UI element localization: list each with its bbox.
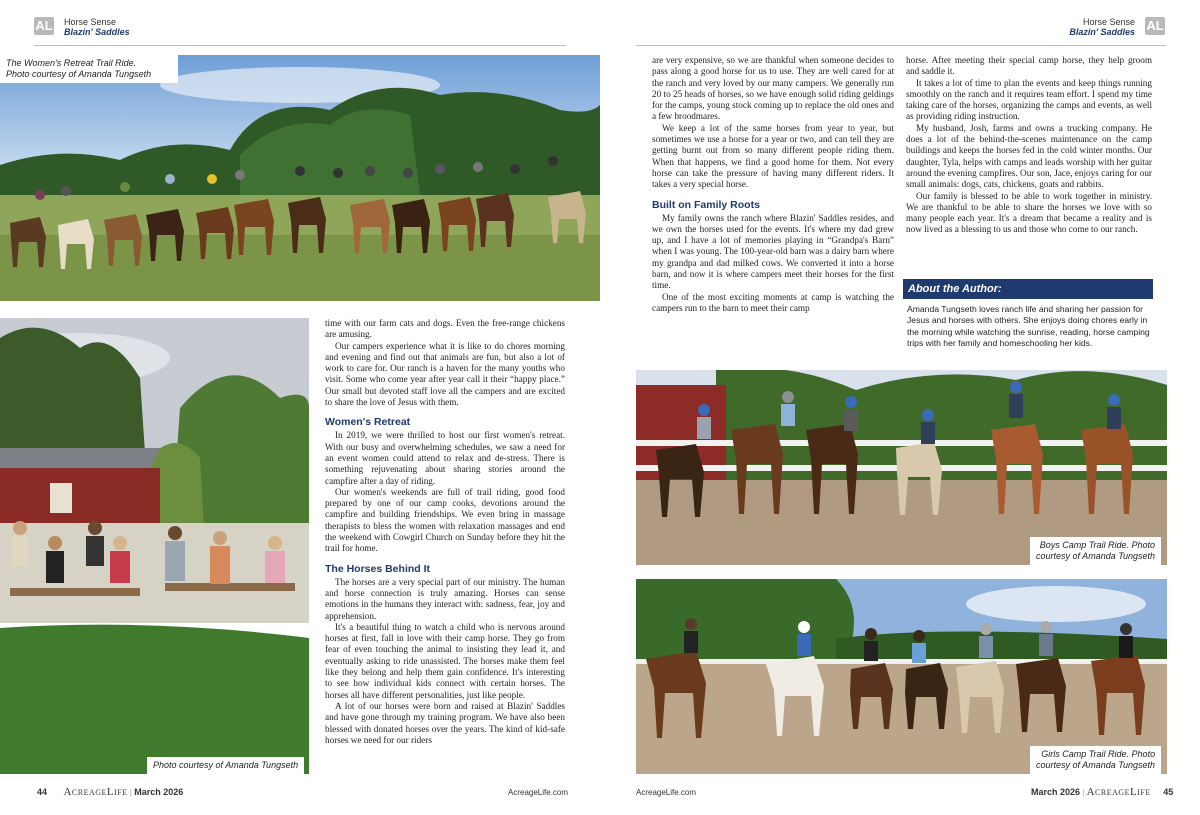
- boys-camp-illustration: [636, 370, 1167, 565]
- paragraph: The horses are a very special part of our ministry. The human and horse connection is truly amazing. Horses can sense emotions in the humans they interact with: sadness, fear, joy and apprehension.: [325, 576, 565, 621]
- campfire-gathering-photo: [0, 318, 309, 774]
- paragraph: Our family is blessed to be able to work together in ministry. We are thankful to be able to share the horses we love with so many people each year. It's a dream that became a reality and is now lived as a blessing to us and those who come to our ranch.: [906, 190, 1152, 235]
- section-header-right: [1069, 17, 1135, 37]
- paragraph: One of the most exciting moments at camp is watching the campers run to the barn to meet their camp: [652, 291, 894, 313]
- paragraph: We keep a lot of the same horses from year to year, but sometimes we use a horse for a year or two, and can tell they are getting burnt out from so many different people riding them. When that happens, we find a good home for them. Not every horse can take the pressure of having many different riders. It takes a very special horse.: [652, 122, 894, 190]
- paragraph: It takes a lot of time to plan the events and keep things running smoothly on the ranch and it requires team effort. I spend my time taking care of the horses, organizing the camps and events, as well as providing riding instruction.: [906, 77, 1152, 122]
- caption-line: Girls Camp Trail Ride. Photo: [1041, 749, 1156, 759]
- womens-trail-ride-caption: [0, 55, 178, 83]
- magazine-logo: AL: [1146, 18, 1164, 33]
- boys-camp-photo: [636, 370, 1167, 565]
- paragraph: My husband, Josh, farms and owns a trucking company. He does a lot of the behind-the-scenes maintenance on the camp buildings and keeps the horses fed in the cold winter months. Our daughter, Tyla, helps with camps and leads worship with her guitar around the evening campfires. Our son, Jace, enjoys caring for our small animals: dogs, cats, chickens, goats and rabbits.: [906, 122, 1152, 190]
- girls-camp-photo: [636, 579, 1167, 774]
- paragraph: A lot of our horses were born and raised at Blazin' Saddles and have gone through my training program. We have also been blessed with donated horses over the years. The kind of kid-safe horses we need for our riders: [325, 700, 565, 745]
- girls-camp-illustration: [636, 579, 1167, 774]
- magazine-brand: AcreageLife: [63, 786, 128, 798]
- womens-trail-ride-photo: [0, 55, 600, 301]
- caption-line: Photo courtesy of Amanda Tungseth: [6, 69, 152, 79]
- caption-line: courtesy of Amanda Tungseth: [1036, 760, 1156, 770]
- trail-ride-illustration: [0, 55, 600, 301]
- header-rule: [636, 45, 1166, 46]
- boys-camp-caption: [1030, 537, 1161, 565]
- section-subtitle: Blazin' Saddles: [1069, 27, 1135, 37]
- paragraph: In 2019, we were thrilled to host our first women's retreat. With our busy and overwhelming schedules, we saw a need for an event women could attend to relax and de-stress. There is something rejuvenating about sharing stories around the campfire after a day of riding.: [325, 430, 565, 486]
- subheading-horses: The Horses Behind It: [325, 562, 431, 575]
- campfire-caption: Photo courtesy of Amanda Tungseth: [147, 757, 304, 774]
- article-column-2: [652, 55, 894, 314]
- issue-date: March 2026: [134, 787, 184, 797]
- paragraph: Our campers experience what it is like to do chores morning and evening and find out that animals are fun, but also a lot of work to care for. Our ranch is a haven for the many youths who visit. Some who come year after year call it their “happy place.” Our small but devoted staff love all the campers and are excited to share the love of Jesus with them.: [325, 340, 565, 408]
- magazine-logo: AL: [35, 18, 53, 33]
- section-title: Horse Sense: [1082, 17, 1135, 27]
- campfire-illustration: [0, 318, 309, 774]
- paragraph: horse. After meeting their special camp horse, they help groom and saddle it.: [906, 55, 1152, 77]
- about-author-heading: About the Author:: [903, 279, 1153, 299]
- paragraph: are very expensive, so we are thankful when someone decides to pass along a good horse for us to use. They are well cared for at the ranch and very loved by our many campers. We generally run 20 to 25 heads of horses, so we have enough solid riding geldings for the camps, young stock coming up to replace the old ones and a few broodmares.: [652, 55, 894, 122]
- paragraph: It's a beautiful thing to watch a child who is nervous around horses at first, fall in love with their camp horse. They go from fear of even touching the animal to insisting they lead it, and eventually asking to ride unassisted. The horses make them feel like they belong and help them gain confidence. It's interesting to see how individual kids connect with certain horses. The horses all have different personalities, just like people.: [325, 621, 565, 700]
- caption-line: courtesy of Amanda Tungseth: [1036, 551, 1156, 561]
- subheading-womens-retreat: Women's Retreat: [325, 416, 411, 429]
- section-subtitle: Blazin' Saddles: [64, 27, 130, 37]
- article-column-3: [906, 55, 1152, 236]
- magazine-brand: AcreageLife: [1086, 786, 1151, 798]
- paragraph: Our women's weekends are full of trail riding, good food prepared by one of our camp cooks, devotions around the campfire and building friendships. We even bring in massage therapists to bless the women with relaxation massages and end the weekend with Cowgirl Church on Sunday before they hit the trail for home.: [325, 486, 565, 554]
- paragraph: time with our farm cats and dogs. Even the free-range chickens are amusing.: [325, 318, 565, 340]
- footer-right-url[interactable]: AcreageLife.com: [636, 788, 697, 797]
- footer-left-url[interactable]: AcreageLife.com: [508, 788, 569, 797]
- section-header: [64, 17, 130, 37]
- section-title: Horse Sense: [64, 17, 117, 27]
- paragraph: My family owns the ranch where Blazin' Saddles resides, and we own the horses used for the events. It's where my dad grew up, and I have a lot of memories playing in “Grandpa's Barn” when I was young. The 100-year-old barn was a dairy barn where my grandpa and dad milked cows. We converted it into a horse barn, and now it is where campers meet their horses for the first time.: [652, 212, 894, 291]
- footer-left: 44 AcreageLife | March 2026: [37, 786, 184, 798]
- girls-camp-caption: [1030, 746, 1161, 774]
- subheading-family-roots: Built on Family Roots: [652, 198, 760, 211]
- page-number: 45: [1163, 787, 1174, 797]
- about-author-bio: Amanda Tungseth loves ranch life and sharing her passion for Jesus and horses with others. She enjoys doing chores early in the morning while watching the sunrise, reading, horse camping trips with her family and homeschooling her kids.: [907, 304, 1150, 348]
- caption-line: The Women's Retreat Trail Ride.: [6, 58, 137, 68]
- caption-line: Boys Camp Trail Ride. Photo: [1039, 540, 1156, 550]
- header-rule: [34, 45, 566, 46]
- footer-right: March 2026 | AcreageLife 45: [1031, 786, 1174, 798]
- issue-date: March 2026: [1031, 787, 1081, 797]
- article-column-1: [325, 318, 565, 746]
- page-number: 44: [37, 787, 48, 797]
